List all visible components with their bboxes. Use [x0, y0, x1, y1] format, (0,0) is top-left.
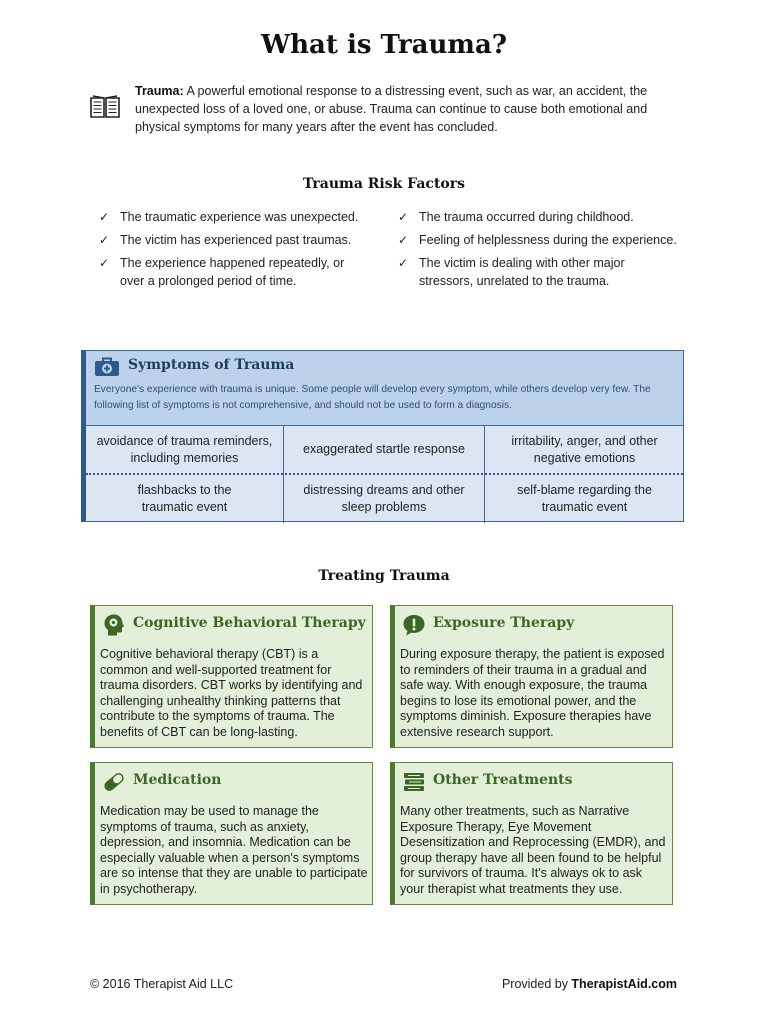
risk-factor-item: ✓ The traumatic experience was unexpected.: [98, 210, 359, 224]
pill-icon: [102, 770, 126, 794]
definition-term: Trauma:: [135, 84, 184, 98]
symptoms-description: Everyone's experience with trauma is unique. Some people will develop every symptom, while others develop very few. The following list of symptoms is not comprehensive, and should not be used to form a diagnosis.: [94, 384, 651, 411]
medical-kit-icon: [94, 357, 120, 377]
other-treatments-title: Other Treatments: [433, 772, 573, 788]
provided-prefix: Provided by: [501, 977, 572, 991]
cbt-card: [90, 605, 373, 748]
treating-heading: Treating Trauma: [318, 568, 450, 584]
check-icon: ✓: [98, 256, 110, 270]
risk-factor-item: ✓ The experience happened repeatedly, or over a prolonged period of time.: [98, 256, 345, 288]
symptom-cell: self-blame regarding the traumatic event: [517, 483, 652, 514]
trauma-definition: [135, 82, 655, 136]
exposure-title: Exposure Therapy: [433, 615, 575, 631]
exposure-body: During exposure therapy, the patient is exposed to reminders of their trauma in a gradual and safe way. With enough exposure, the trauma begins to lose its emotional power, and the symptoms diminish. Exposure therapies have extensive research support.: [400, 647, 665, 739]
exclamation-bubble-icon: [402, 613, 426, 637]
symptom-cell: distressing dreams and other sleep problems: [303, 483, 465, 514]
check-icon: ✓: [397, 256, 409, 270]
symptoms-header: [86, 351, 683, 425]
medication-body: Medication may be used to manage the symptoms of trauma, such as anxiety, depression, and insomnia. Medication can be especially valuable when a person's symptoms are so intense that they are unable to participate in psychotherapy.: [100, 804, 368, 896]
risk-factor-item: ✓ The victim is dealing with other major stressors, unrelated to the trauma.: [397, 256, 625, 288]
book-icon: [89, 94, 121, 120]
symptoms-panel: [81, 350, 684, 522]
page-title: What is Trauma?: [260, 30, 508, 60]
provider-link[interactable]: TherapistAid.com: [571, 977, 677, 991]
check-icon: ✓: [397, 233, 409, 247]
exposure-card: [390, 605, 673, 748]
definition-text: A powerful emotional response to a distressing event, such as war, an accident, the unexpected loss of a loved one, or abuse. Trauma can continue to cause both emotional and physical symptoms for many years after the event has concluded.: [135, 84, 648, 134]
cbt-body: Cognitive behavioral therapy (CBT) is a common and well-supported treatment for trauma disorders. CBT works by identifying and challenging unhealthy thinking patterns that contribute to the symptoms of trauma. The benefits of CBT can be long-lasting.: [100, 647, 363, 739]
symptoms-grid: [86, 425, 683, 523]
medication-title: Medication: [133, 772, 222, 788]
risk-factors-right-list: [396, 208, 686, 295]
other-treatments-body: Many other treatments, such as Narrative Exposure Therapy, Eye Movement Desensitization and Reprocessing (EMDR), and group therapy have all been found to be helpful for survivors of trauma. It's always ok to ask your therapist what treatments they use.: [400, 804, 666, 896]
cbt-title: Cognitive Behavioral Therapy: [133, 615, 366, 631]
symptom-cell: flashbacks to the traumatic event: [137, 483, 232, 514]
risk-factors-heading: Trauma Risk Factors: [302, 176, 466, 192]
risk-factor-item: ✓ The trauma occurred during childhood.: [397, 210, 634, 224]
symptom-cell: avoidance of trauma reminders, including memories: [96, 433, 273, 465]
risk-factor-item: ✓ Feeling of helplessness during the experience.: [397, 233, 677, 247]
check-icon: ✓: [98, 233, 110, 247]
book-stack-icon: [402, 770, 426, 794]
risk-factors-left-list: [97, 208, 367, 295]
symptom-cell: irritability, anger, and other negative emotions: [511, 433, 658, 465]
copyright: © 2016 Therapist Aid LLC: [90, 977, 234, 991]
symptom-cell: exaggerated startle response: [303, 442, 465, 456]
medication-card: [90, 762, 373, 905]
symptoms-title: Symptoms of Trauma: [128, 357, 295, 373]
brain-head-icon: [102, 613, 126, 637]
check-icon: ✓: [98, 210, 110, 224]
provided-by: [502, 977, 677, 991]
risk-factor-item: ✓ The victim has experienced past traumas.: [98, 233, 352, 247]
check-icon: ✓: [397, 210, 409, 224]
other-treatments-card: [390, 762, 673, 905]
